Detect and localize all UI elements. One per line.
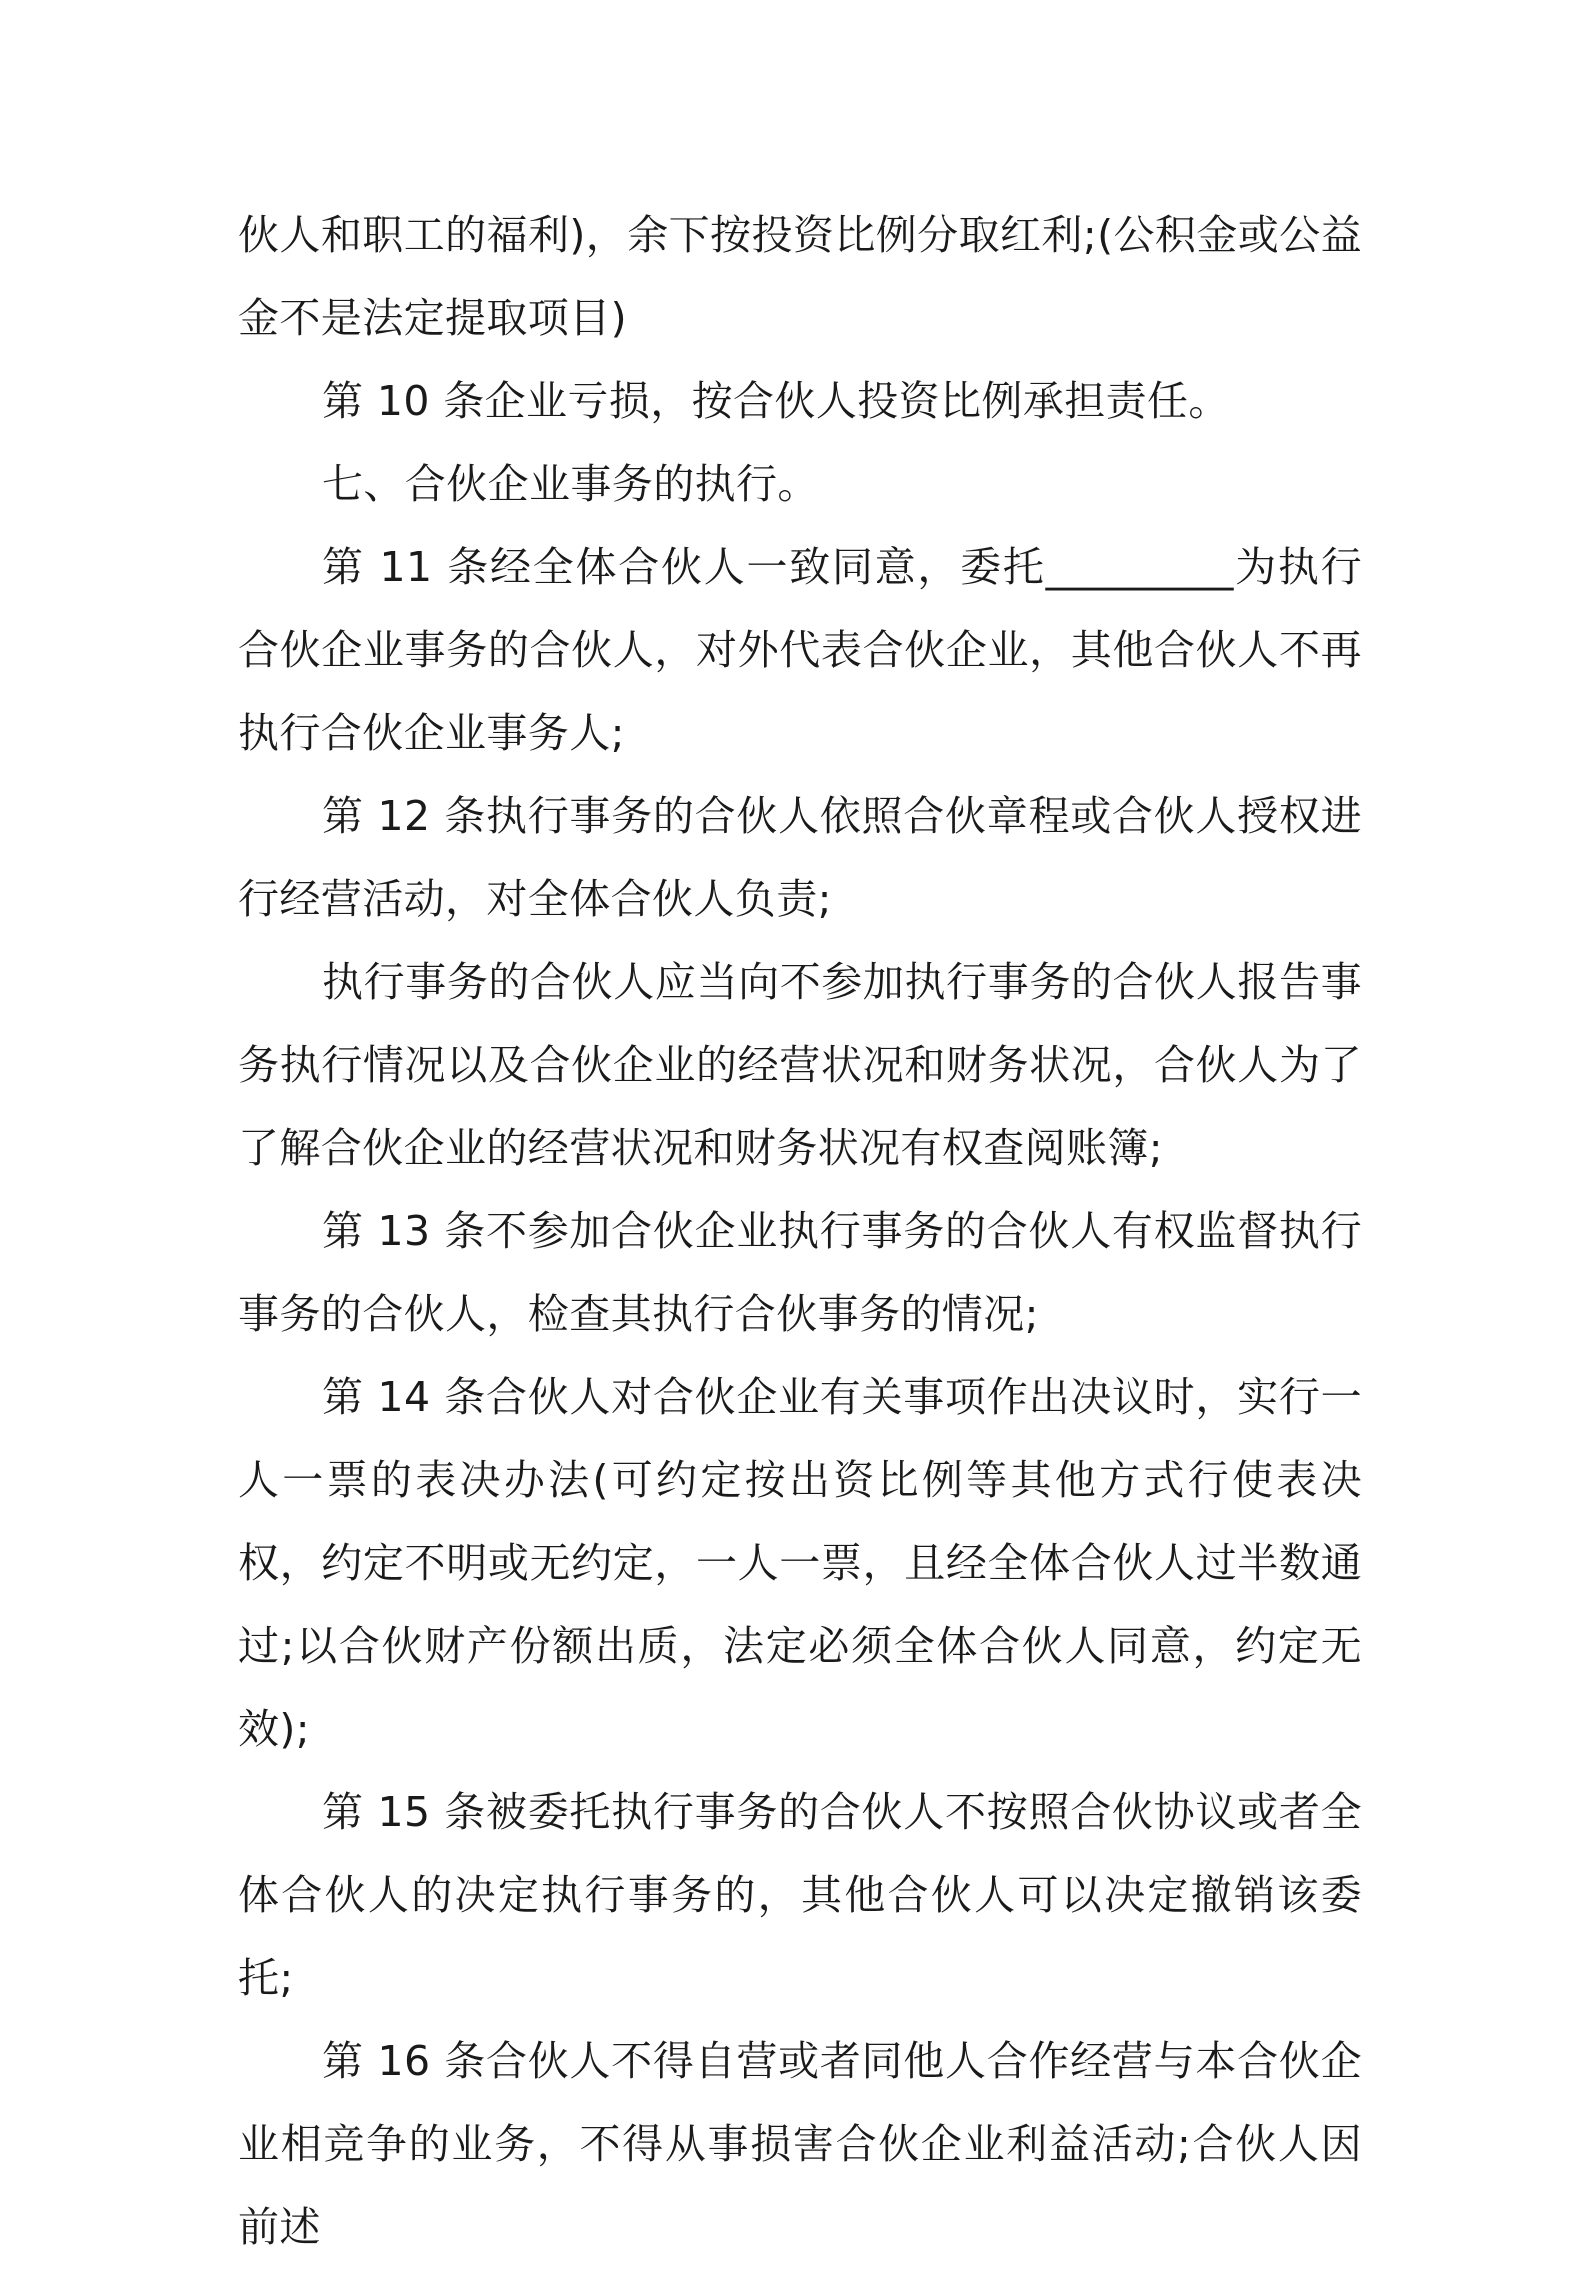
paragraph-article-10: 第 10 条企业亏损，按合伙人投资比例承担责任。 bbox=[322, 377, 1230, 425]
paragraph-profit-distribution-continued: 伙人和职工的福利)，余下按投资比例分取红利;(公积金或公益金不是法定提取项目) bbox=[238, 211, 1362, 342]
paragraph-article-14: 第 14 条合伙人对合伙企业有关事项作出决议时，实行一人一票的表决办法(可约定按出资比例等其他方式行使表决权，约定不明或无约定，一人一票，且经全体合伙人过半数通过;以合伙财产份额出质，法定必须全体合伙人同意，约定无效); bbox=[238, 1373, 1362, 1753]
document-body bbox=[238, 194, 1362, 2269]
paragraph-article-13: 第 13 条不参加合伙企业执行事务的合伙人有权监督执行事务的合伙人，检查其执行合伙事务的情况; bbox=[238, 1207, 1362, 1338]
paragraph-article-16: 第 16 条合伙人不得自营或者同他人合作经营与本合伙企业相竞争的业务，不得从事损害合伙企业利益活动;合伙人因前述 bbox=[238, 2037, 1362, 2251]
paragraph-article-12-reporting: 执行事务的合伙人应当向不参加执行事务的合伙人报告事务执行情况以及合伙企业的经营状况和财务状况，合伙人为了了解合伙企业的经营状况和财务状况有权查阅账簿; bbox=[238, 958, 1362, 1172]
paragraph-article-12: 第 12 条执行事务的合伙人依照合伙章程或合伙人授权进行经营活动，对全体合伙人负责; bbox=[238, 792, 1362, 923]
paragraph-article-11: 第 11 条经全体合伙人一致同意，委托_________为执行合伙企业事务的合伙人，对外代表合伙企业，其他合伙人不再执行合伙企业事务人; bbox=[238, 543, 1362, 757]
paragraph-article-15: 第 15 条被委托执行事务的合伙人不按照合伙协议或者全体合伙人的决定执行事务的，其他合伙人可以决定撤销该委托; bbox=[238, 1788, 1362, 2002]
section-heading-affairs-execution: 七、合伙企业事务的执行。 bbox=[322, 460, 819, 508]
